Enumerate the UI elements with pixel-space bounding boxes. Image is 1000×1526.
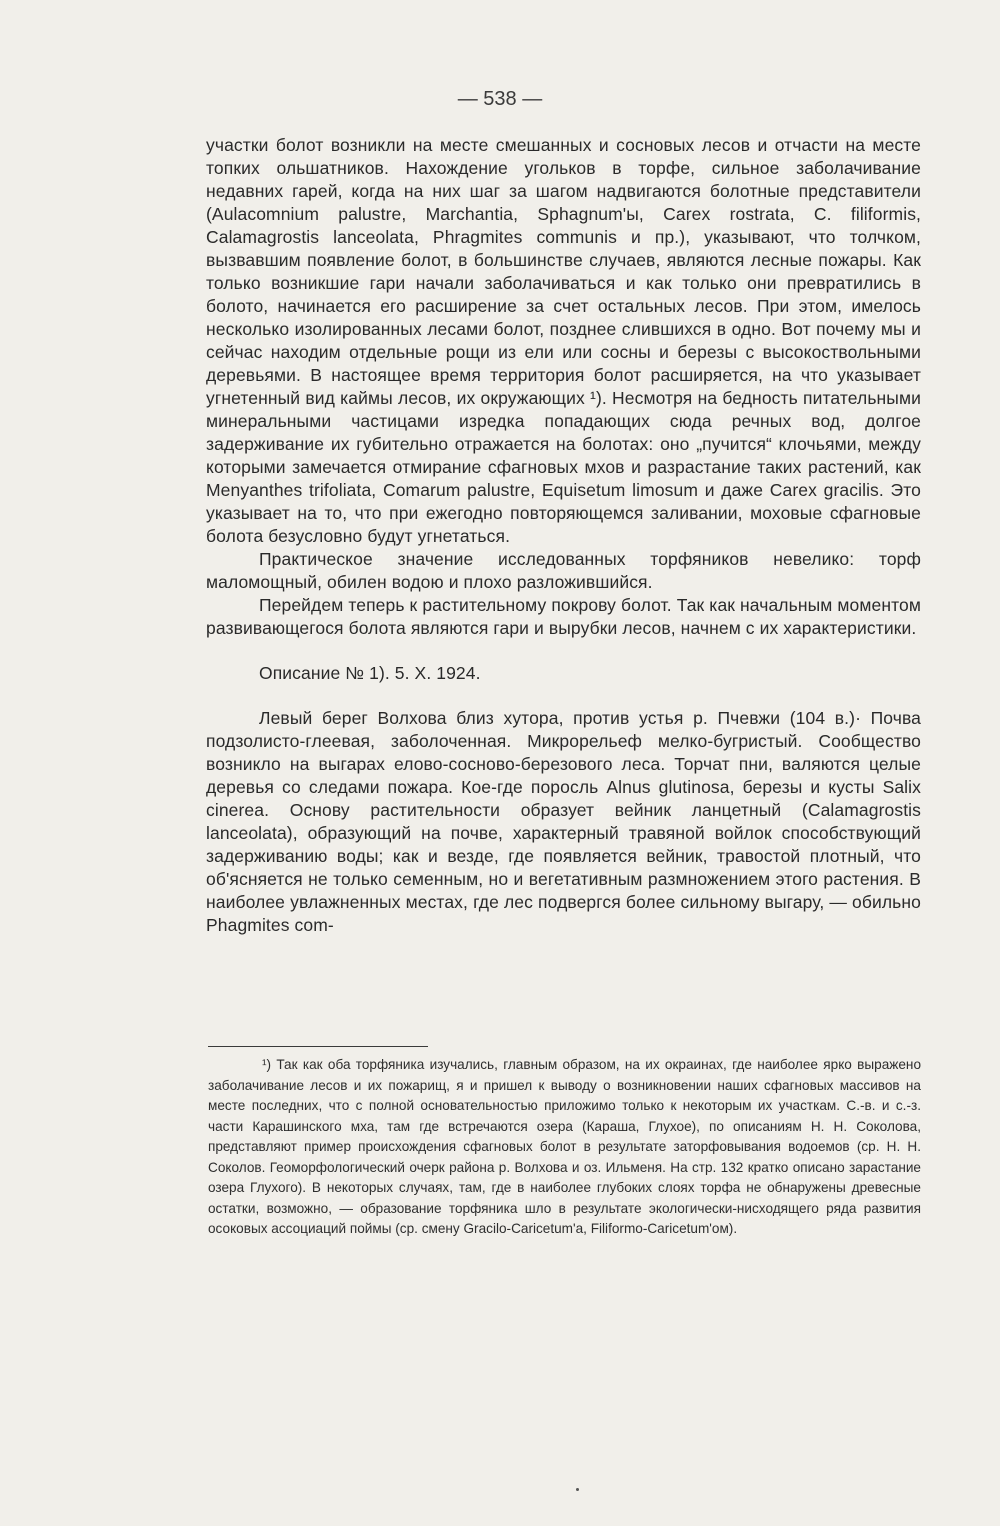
description-heading: Описание № 1). 5. X. 1924. — [259, 663, 481, 683]
footnote — [208, 1055, 921, 1240]
page-number: — 538 — — [457, 88, 543, 110]
footnote-rule — [208, 1046, 428, 1047]
scan-speck — [576, 1488, 579, 1491]
paragraph-practical: Практическое значение исследованных торфяников невелико: торф маломощный, обилен водою и плохо разложившийся. — [206, 549, 921, 592]
spacer — [206, 685, 921, 707]
paragraph-description: Левый берег Волхова близ хутора, против устья р. Пчевжи (104 в.)· Почва подзолисто-глеевая, заболоченная. Микрорельеф мелко-бугристый. Сообщество возникло на выгарах елово-сосново-березового леса. Торчат пни, валяются целые деревья со следами пожара. Кое-где поросль Alnus glutinosa, березы и кусты Salix cinerea. Основу растительности образует вейник ланцетный (Calamagrostis lanceolata), образующий на почве, характерный травяной войлок способствующий задерживанию воды; как и везде, где появляется вейник, травостой плотный, что об'ясняется не только семенным, но и вегетативным размножением этого растения. В наиболее увлажненных местах, где лес подвергся более сильному выгару, — обильно Phagmites com- — [206, 708, 921, 935]
spacer — [206, 640, 921, 662]
paragraph-vegetation: Перейдем теперь к растительному покрову болот. Так как начальным моментом развивающегося болота являются гари и вырубки лесов, начнем с их характеристики. — [206, 595, 921, 638]
paragraph-continuation: участки болот возникли на месте смешанных и сосновых лесов и отчасти на месте топких ольшатников. Нахождение угольков в торфе, сильное заболачивание недавних гарей, когда на них шаг за шагом надвигаются болотные представители (Aulacomnium palustre, Marchantia, Sphagnum'ы, Carex rostrata, C. filiformis, Calamagrostis lanceolata, Phragmites communis и пр.), указывают, что толчком, вызвавшим появление болот, в большинстве случаев, являются лесные пожары. Как только возникшие гари начали заболачиваться и как только они превратились в болото, начинается его расширение за счет остальных лесов. При этом, имелось несколько изолированных лесами болот, позднее слившихся в одно. Вот почему мы и сейчас находим отдельные рощи из ели или сосны и березы с высокоствольными деревьями. В настоящее время территория болот расширяется, на что указывает угнетенный вид каймы лесов, их окружающих ¹). Несмотря на бедность питательными минеральными частицами изредка попадающих сюда речных вод, долгое задерживание их губительно отражается на болотах: оно „пучится“ клочьями, между которыми замечается отмирание сфагновых мхов и разрастание таких растений, как Menyanthes trifoliata, Comarum palustre, Equisetum limosum и даже Carex gracilis. Это указывает на то, что при ежегодно повторяющемся заливании, моховые сфагновые болота безусловно будут угнетаться. — [206, 135, 921, 546]
main-text — [206, 134, 921, 937]
footnote-text: ¹) Так как оба торфяника изучались, главным образом, на их окраинах, где наиболее ярко выражено заболачивание лесов и их пожарищ, я и пришел к выводу о возникновении наших сфагновых массивов на месте последних, что с полной основательностью приложимо только к некоторым их участкам. С.-в. и с.-з. части Карашинского мха, там где встречаются озера (Караша, Глухое), по описаниям Н. Н. Соколова, представляют пример происхождения сфагновых болот в результате заторфовывания водоемов (ср. Н. Н. Соколов. Геоморфологический очерк района р. Волхова и оз. Ильменя. На стр. 132 кратко описано зарастание озера Глухого). В некоторых случаях, там, где в наиболее глубоких слоях торфа не обнаружены древесные остатки, возможно, — образование торфяника шло в результате экологически-нисходящего ряда развития осоковых ассоциаций поймы (ср. смену Gracilo-Caricetum'a, Filiformo-Caricetum'ом). — [208, 1057, 921, 1236]
